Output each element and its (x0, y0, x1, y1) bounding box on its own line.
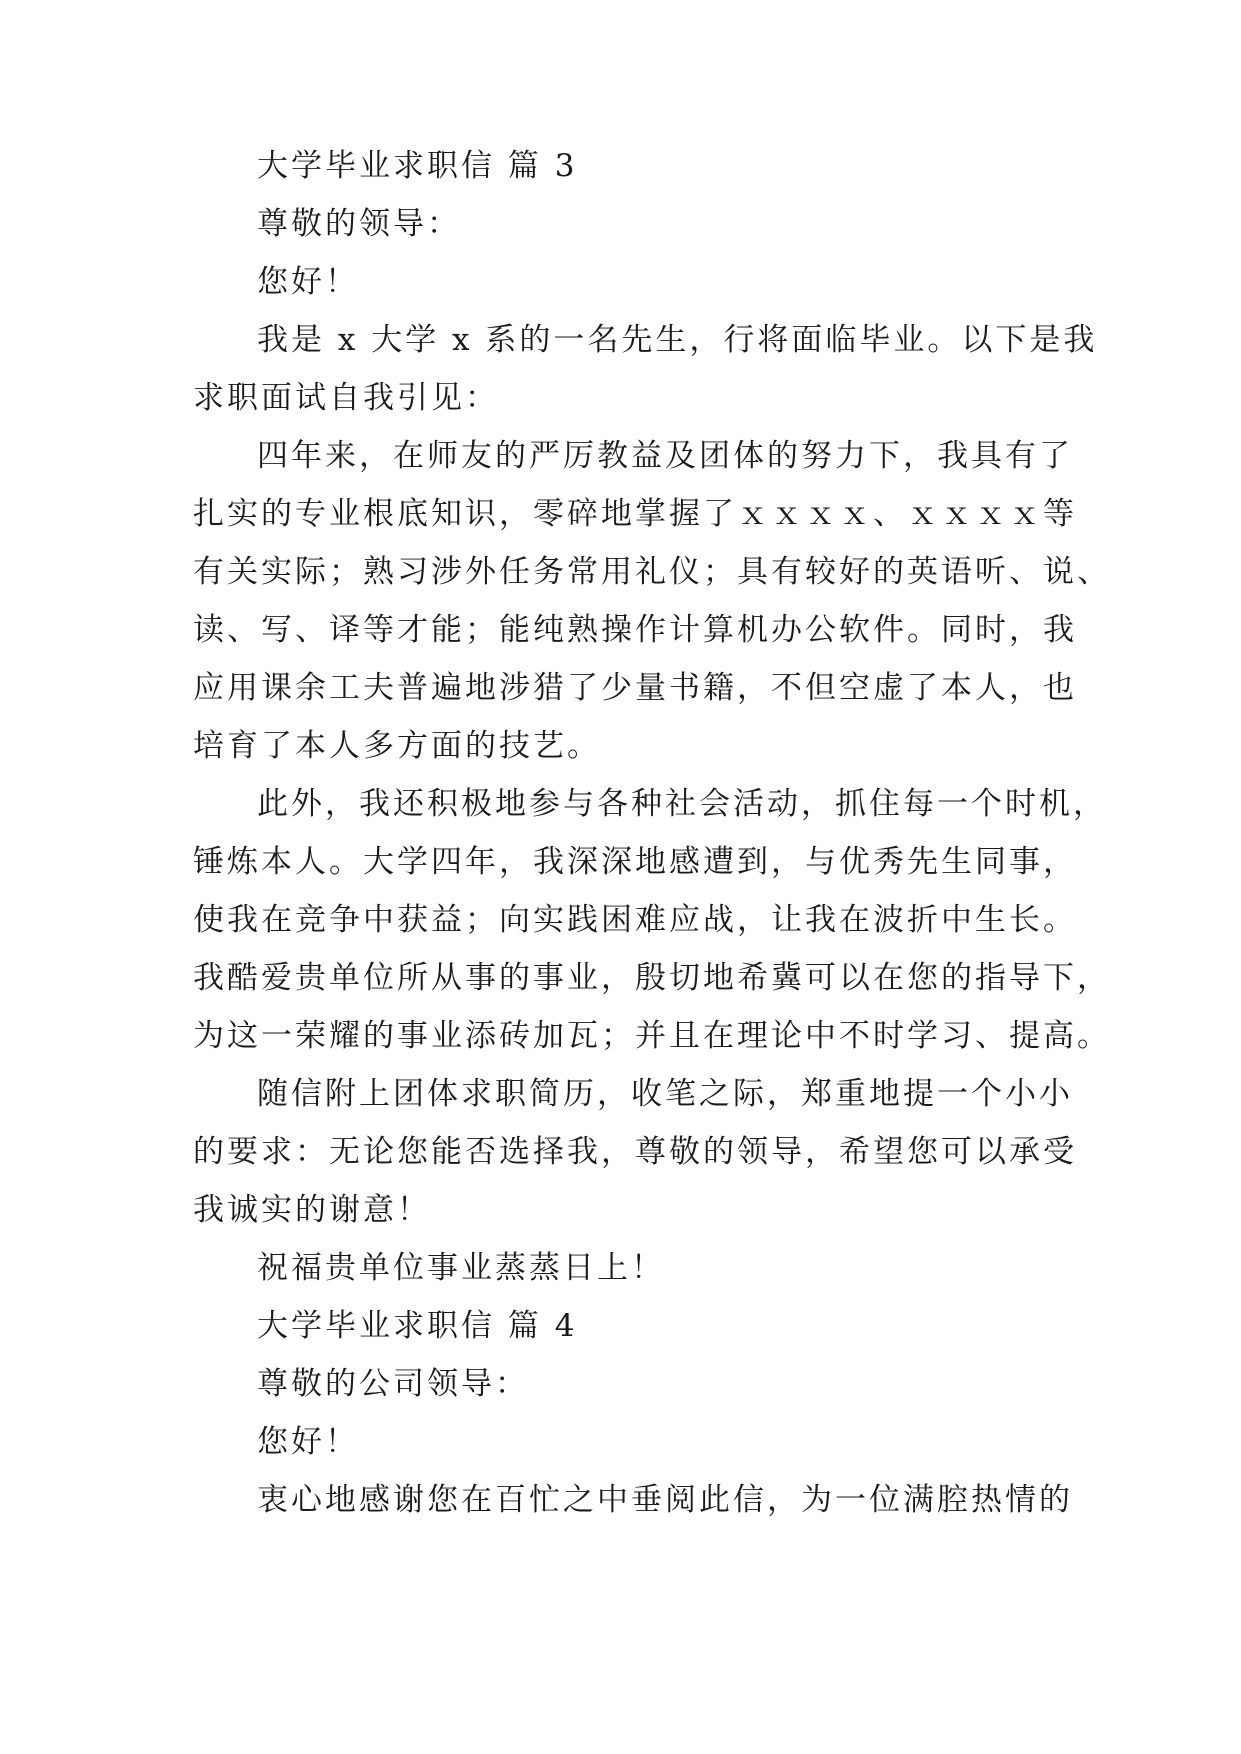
body-line: 应用课余工夫普遍地涉猎了少量书籍，不但空虚了本人，也 (193, 670, 1077, 706)
body-line: 衷心地感谢您在百忙之中垂阅此信，为一位满腔热情的 (257, 1482, 1073, 1518)
closing-wish-line: 祝福贵单位事业蒸蒸日上！ (257, 1250, 665, 1286)
salutation-line: 尊敬的公司领导： (257, 1366, 529, 1402)
body-line: 为这一荣耀的事业添砖加瓦；并且在理论中不时学习、提高。 (193, 1018, 1111, 1054)
body-line: 此外，我还积极地参与各种社会活动，抓住每一个时机， (257, 786, 1107, 822)
section-title-3: 大学毕业求职信 篇 3 (257, 148, 578, 184)
body-line: 四年来，在师友的严厉教益及团体的努力下，我具有了 (257, 438, 1073, 474)
body-line: 有关实际；熟习涉外任务常用礼仪；具有较好的英语听、说、 (193, 554, 1111, 590)
body-line: 读、写、译等才能；能纯熟操作计算机办公软件。同时，我 (193, 612, 1077, 648)
body-line: 锤炼本人。大学四年，我深深地感遭到，与优秀先生同事， (193, 844, 1077, 880)
body-line: 求职面试自我引见： (193, 380, 499, 416)
body-line: 使我在竞争中获益；向实践困难应战，让我在波折中生长。 (193, 902, 1077, 938)
salutation-line: 尊敬的领导： (257, 206, 461, 242)
body-line: 随信附上团体求职简历，收笔之际，郑重地提一个小小 (257, 1076, 1073, 1112)
body-line: 我是 x 大学 x 系的一名先生，行将面临毕业。以下是我 (257, 322, 1098, 358)
body-line: 的要求：无论您能否选择我，尊敬的领导，希望您可以承受 (193, 1134, 1077, 1170)
section-title-4: 大学毕业求职信 篇 4 (257, 1308, 578, 1344)
body-line: 扎实的专业根底知识，零碎地掌握了ｘｘｘｘ、ｘｘｘｘ等 (193, 496, 1077, 532)
body-line: 我酷爱贵单位所从事的事业，殷切地希冀可以在您的指导下， (193, 960, 1111, 996)
greeting-line: 您好！ (257, 264, 359, 300)
greeting-line: 您好！ (257, 1424, 359, 1460)
body-line: 我诚实的谢意！ (193, 1192, 431, 1228)
body-line: 培育了本人多方面的技艺。 (193, 728, 601, 764)
